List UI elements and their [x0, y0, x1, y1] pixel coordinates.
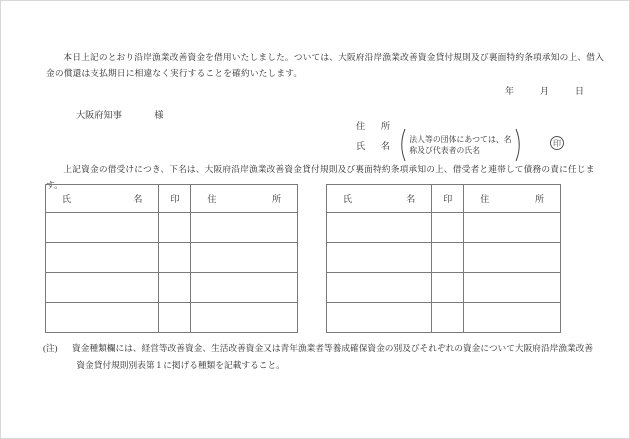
empty-entry-row: [327, 213, 561, 243]
name-note-line1: 法人等の団体にあつては、名: [409, 135, 512, 144]
guarantor-paragraph: 上記資金の借受けにつき、下名は、大阪府沿岸漁業改善資金貸付規則及び裏面特約条項承知の上、借受者と連帯して債務の責に任じます。: [46, 164, 595, 190]
table-header-row: [327, 185, 561, 213]
empty-cell: [191, 273, 298, 303]
empty-cell: [464, 243, 561, 273]
empty-cell: [464, 273, 561, 303]
empty-cell: [327, 303, 432, 333]
empty-cell: [327, 243, 432, 273]
name-note-line2: 称及び代表者の氏名: [409, 146, 481, 155]
empty-cell: [432, 273, 464, 303]
empty-cell: [46, 213, 159, 243]
addressee-honorific: 様: [154, 110, 164, 120]
empty-cell: [46, 273, 159, 303]
column-header-name: 氏名: [327, 185, 432, 213]
date-line: [505, 84, 584, 97]
footnote-label: (注): [43, 343, 58, 353]
guarantor-table-right-body: [327, 213, 561, 333]
empty-cell: [464, 213, 561, 243]
column-header-seal: 印: [432, 185, 464, 213]
pledge-paragraph: 本日上記のとおり沿岸漁業改善資金を借用いたしました。ついては、大阪府沿岸漁業改善資金貸付規則及び裏面特約条項承知の上、借入金の償還は支払期日に相違なく実行することを確約いたします。: [46, 52, 604, 78]
guarantor-table-left-body: [46, 213, 298, 333]
empty-cell: [159, 303, 191, 333]
name-field-row: [356, 128, 523, 162]
column-header-address: 住所: [191, 185, 298, 213]
empty-cell: [327, 273, 432, 303]
empty-entry-row: [46, 303, 298, 333]
name-field-label: 氏 名: [356, 141, 394, 151]
guarantor-table-right: [326, 184, 561, 333]
guarantor-table-left: [45, 184, 298, 333]
empty-cell: [432, 213, 464, 243]
empty-cell: [159, 273, 191, 303]
empty-cell: [432, 243, 464, 273]
empty-cell: [432, 303, 464, 333]
column-header-seal: 印: [159, 185, 191, 213]
footnote-line1: 資金種類欄には、経営等改善資金、生活改善資金又は青年漁業者等養成確保資金の別及びそれぞれの資金について大阪府沿岸漁業改善: [72, 343, 594, 353]
name-field-note: [409, 134, 511, 156]
empty-entry-row: [327, 273, 561, 303]
date-day-label: 日: [575, 86, 585, 96]
empty-cell: [191, 243, 298, 273]
addressee-title: 大阪府知事: [76, 110, 122, 120]
empty-cell: [327, 213, 432, 243]
footnote-body: [72, 340, 593, 374]
paren-close-icon: [515, 128, 523, 162]
empty-entry-row: [46, 243, 298, 273]
date-month-label: 月: [540, 86, 550, 96]
date-year-label: 年: [505, 86, 515, 96]
empty-entry-row: [327, 243, 561, 273]
address-field-label: 住 所: [356, 121, 394, 131]
empty-entry-row: [46, 273, 298, 303]
footnote: [43, 340, 593, 374]
table-header-row: [46, 185, 298, 213]
empty-entry-row: [46, 213, 298, 243]
seal-placeholder-icon: 印: [550, 136, 564, 150]
empty-cell: [191, 213, 298, 243]
paren-open-icon: [398, 128, 406, 162]
empty-cell: [159, 243, 191, 273]
empty-cell: [191, 303, 298, 333]
column-header-address: 住所: [464, 185, 561, 213]
addressee-line: [76, 107, 163, 121]
empty-entry-row: [327, 303, 561, 333]
empty-cell: [46, 243, 159, 273]
column-header-name: 氏名: [46, 185, 159, 213]
empty-cell: [159, 213, 191, 243]
empty-cell: [464, 303, 561, 333]
footnote-line2: 資金貸付規則別表第１に掲げる種類を記載すること。: [76, 360, 285, 370]
empty-cell: [46, 303, 159, 333]
